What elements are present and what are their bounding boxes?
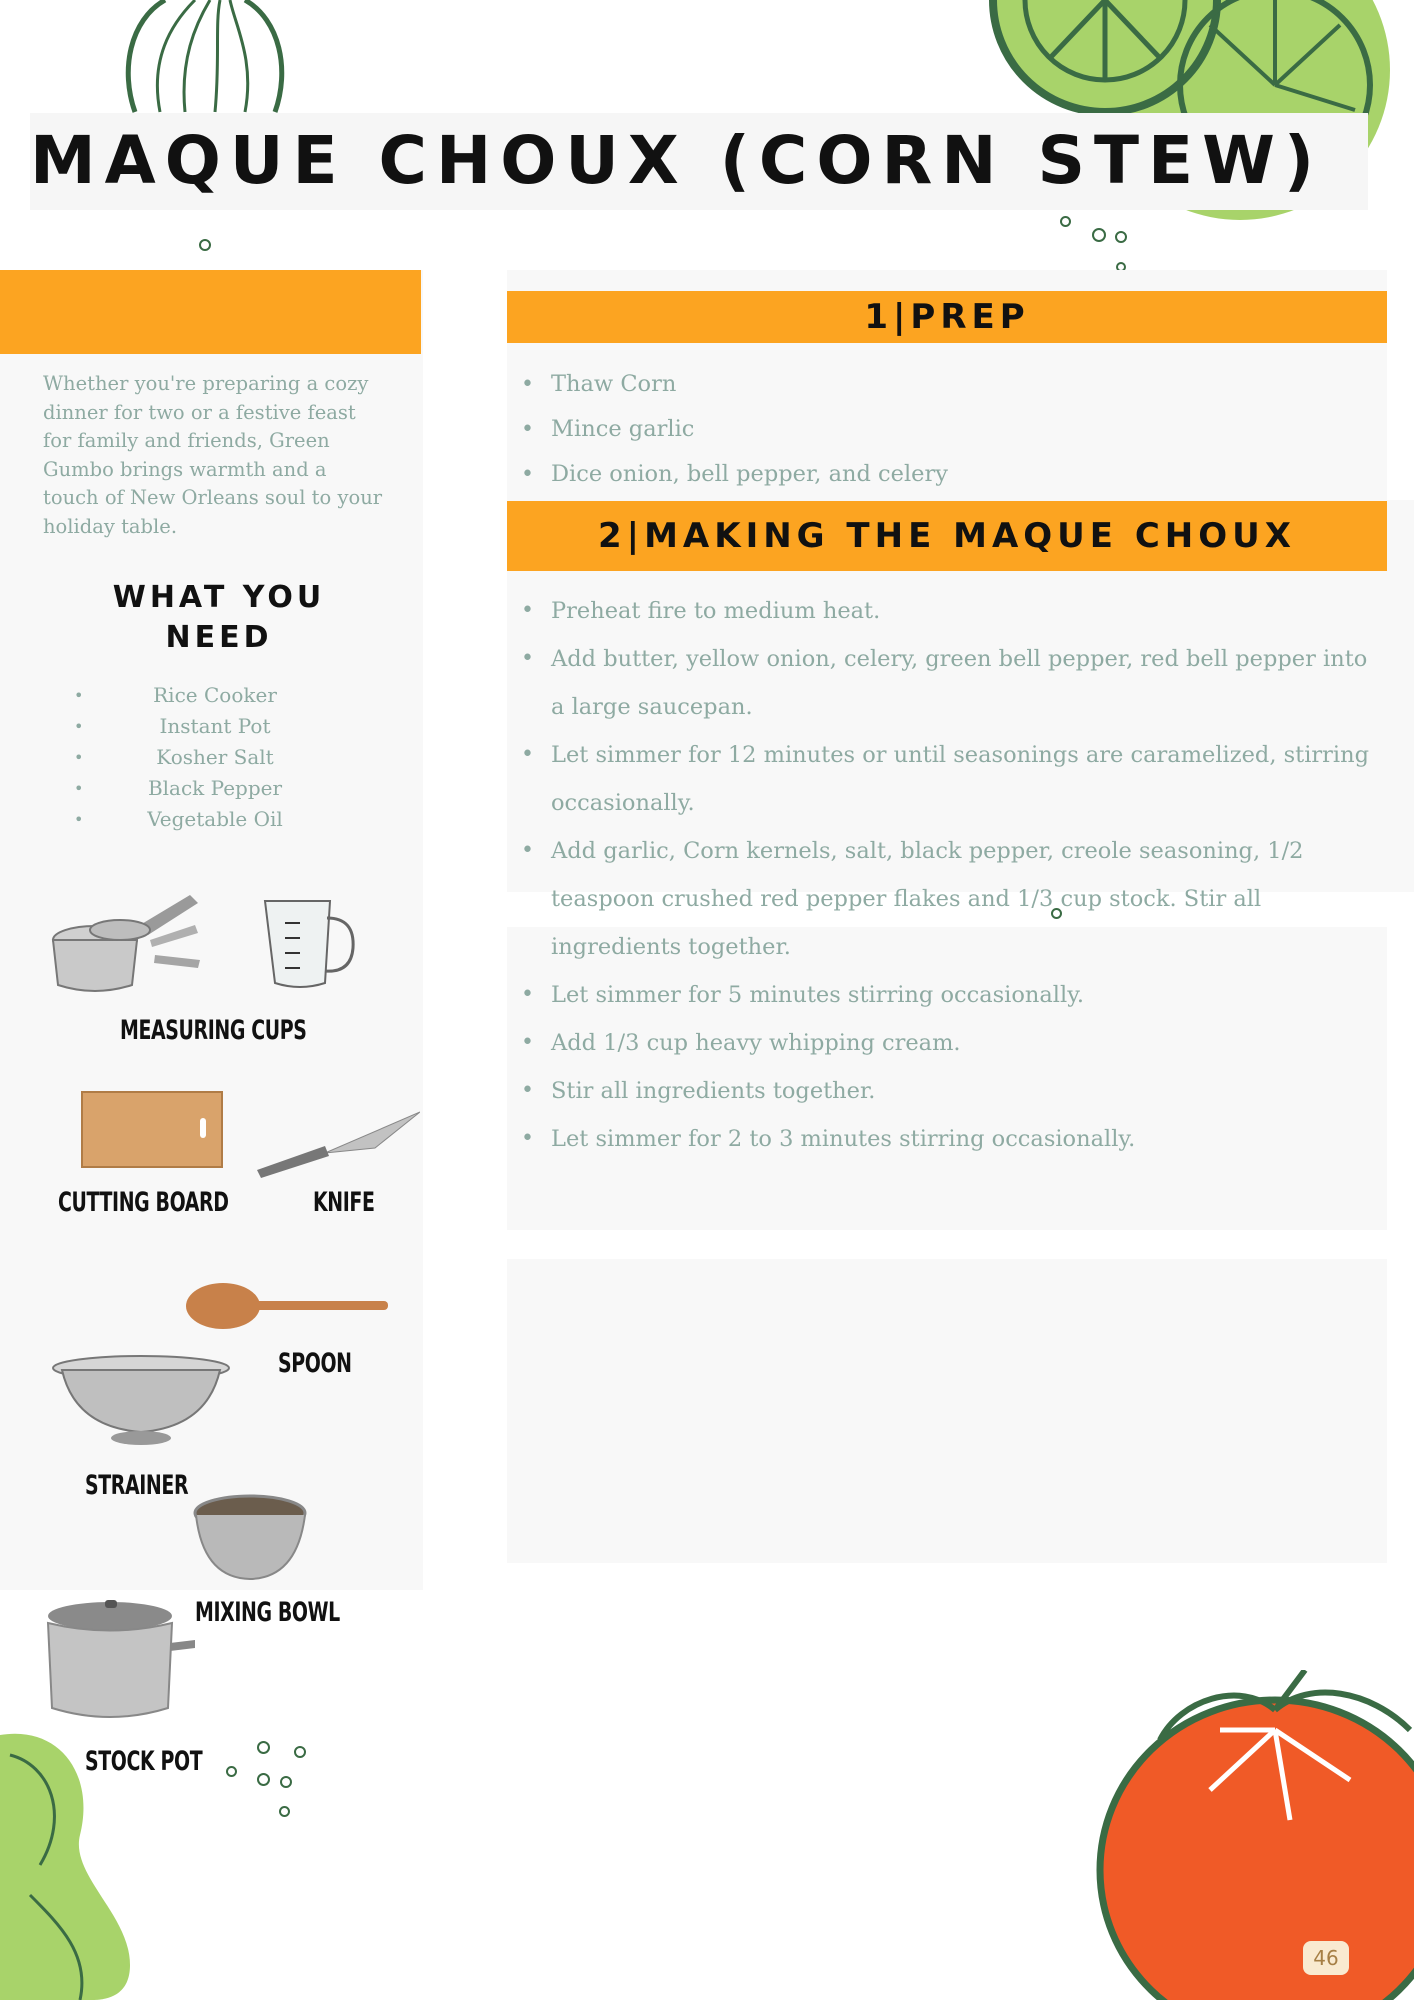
what-you-need-heading: WHAT YOU NEED — [112, 580, 326, 655]
step2-heading: 2|MAKING THE MAQUE CHOUX — [507, 501, 1387, 571]
knife-label: KNIFE — [313, 1187, 375, 1218]
spoon-label: SPOON — [278, 1348, 352, 1379]
intro-text: Whether you're preparing a cozy dinner for two or a festive feast for family and friends, Green Gumbo brings warmth and a touch of New Orleans soul to your holiday table. — [43, 372, 383, 538]
step1-heading: 1|PREP — [507, 291, 1387, 343]
list-item: • Stir all ingredients together. — [507, 1067, 1387, 1115]
what-you-need-list — [70, 680, 320, 835]
decor-dot — [1092, 228, 1106, 242]
mixing-bowl-image — [193, 1493, 308, 1583]
decor-dot — [279, 1806, 290, 1817]
decor-dot — [257, 1741, 270, 1754]
list-item: • Mince garlic — [507, 407, 1377, 452]
strainer-label: STRAINER — [85, 1470, 189, 1501]
decor-dot — [257, 1773, 270, 1786]
cutting-board-label: CUTTING BOARD — [58, 1187, 229, 1218]
step1-list — [507, 362, 1377, 497]
list-item: • Let simmer for 12 minutes or until seasonings are caramelized, stirring occasionally. — [507, 731, 1387, 827]
decor-dot — [294, 1746, 306, 1758]
strainer-image — [50, 1352, 232, 1447]
decor-dot — [1060, 216, 1071, 227]
decor-dot — [1115, 231, 1127, 243]
stock-pot-label: STOCK POT — [85, 1746, 203, 1777]
measuring-cups-image — [40, 885, 205, 1000]
decor-dot — [280, 1776, 292, 1788]
sidebar-header-bar — [0, 270, 421, 354]
stock-pot-image — [40, 1598, 200, 1728]
knife-image — [255, 1108, 420, 1178]
list-item: • Let simmer for 5 minutes stirring occasionally. — [507, 971, 1387, 1019]
page-title: MAQUE CHOUX (CORN STEW) — [30, 122, 1324, 199]
decor-dot — [199, 239, 211, 251]
measuring-jug-image — [255, 893, 365, 993]
tomato-illustration — [1090, 1670, 1414, 2000]
mixing-bowl-label: MIXING BOWL — [195, 1597, 340, 1628]
step2-list — [507, 587, 1387, 1163]
list-item: • Instant Pot — [70, 711, 320, 742]
onion-illustration — [115, 0, 295, 115]
decor-dot — [226, 1766, 237, 1777]
list-item: • Preheat fire to medium heat. — [507, 587, 1387, 635]
list-item: • Add 1/3 cup heavy whipping cream. — [507, 1019, 1387, 1067]
list-item: • Let simmer for 2 to 3 minutes stirring occasionally. — [507, 1115, 1387, 1163]
list-item: • Thaw Corn — [507, 362, 1377, 407]
empty-panel — [507, 1259, 1387, 1563]
cutting-board-image — [80, 1090, 225, 1170]
list-item: • Rice Cooker — [70, 680, 320, 711]
list-item: • Black Pepper — [70, 773, 320, 804]
page-number: 46 — [1303, 1941, 1349, 1975]
list-item: • Dice onion, bell pepper, and celery — [507, 452, 1377, 497]
list-item: • Vegetable Oil — [70, 804, 320, 835]
list-item: • Kosher Salt — [70, 742, 320, 773]
list-item: • Add garlic, Corn kernels, salt, black pepper, creole seasoning, 1/2 teaspoon crushed red pepper flakes and 1/3 cup stock. Stir all ingredients together. — [507, 827, 1387, 971]
list-item: • Add butter, yellow onion, celery, green bell pepper, red bell pepper into a large saucepan. — [507, 635, 1387, 731]
spoon-image — [185, 1278, 390, 1333]
measuring-cups-label: MEASURING CUPS — [120, 1015, 307, 1046]
